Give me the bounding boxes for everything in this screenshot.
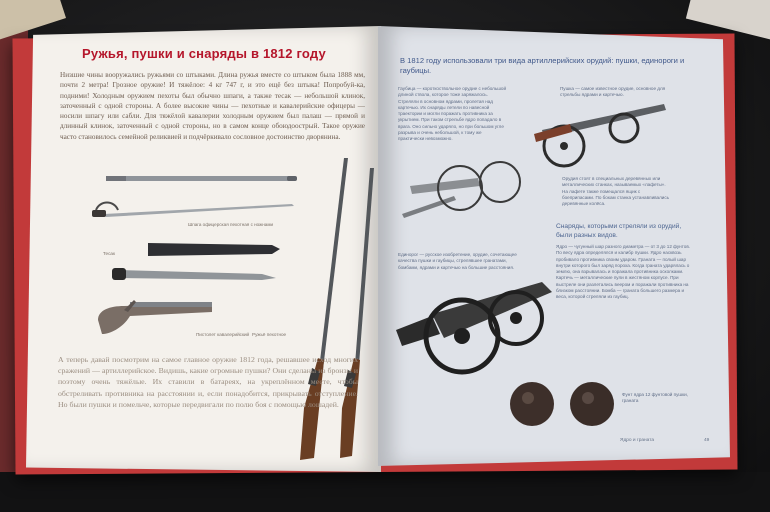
- ammo-caption: Фунт ядра 12 фунтовой пушки, граната: [622, 392, 688, 404]
- tesak-illustration: [112, 240, 287, 282]
- pushka-text: Пушка — самое известное орудие, основное для стрельбы ядрами и картечью.: [560, 86, 666, 98]
- pistol-caption: Пистолет кавалерийский: [196, 332, 250, 337]
- left-bottom-text: А теперь давай посмотрим на самое главное оружие 1812 года, решавшее исход многих сражений — артиллерийское. Видишь, какие огромные пушки? Они сделаны из бронзы и поэтому очень тяжёлые. Их ставили в батареях, на укреплённом месте, чтобы обстреливать противника на расстоянии и, если понадобится, прикрывать отступление. Но были пушки и помельче, которые передвигали по полю боя с помощью лошадей.: [58, 355, 358, 409]
- pistol-illustration: [94, 290, 214, 338]
- rifle-illustration: [292, 158, 377, 463]
- gaubitsa-text: Гаубица — короткоствольное орудие с небольшой длиной ствола, которое тоже заряжалось. Стреляли в основном ядрами, пролетая над картечью. Их снаряды летели по навесной траектории и могли поражать противника за укрытием. При таком стрельбе ядро попадало в врага. Оно сильно ударяло, но при большом угле разрыва и очень небольшой, к тому же практически невозможно.: [398, 86, 507, 142]
- rifle-caption: Ружьё пехотное: [252, 332, 287, 337]
- cannonball-illustration: [508, 376, 618, 428]
- tesak-caption: Тесак: [103, 251, 115, 256]
- sword-caption: Шпага офицерская пехотная с ножнами: [188, 222, 274, 227]
- shells-heading: Снаряды, которыми стреляли из орудий, были разных видов.: [556, 223, 682, 239]
- left-body-text: Низшие чины вооружались ружьями со штыками. Длина ружья вместе со штыком была 1888 мм, почти 2 метра! Грозное оружие! И тяжёлое: 4 кг 747 г, и это ещё без штыка! Попробуй-ка, подними! Холодным оружием пехоты был обычно шпаги, а также тесак — небольшой клинок, заточенный с одной стороны. А более высокие чины — пехотные и кавалерийские офицеры — носили шпагу или сабли. Для тяжёлой кавалерии холодным оружием был палаш — прямой и длинный клинок, заточенный с одной стороны, но в самом конце обоюдоострый. Такое оружие часто становилось семейной реликвией и подчёркивало сословное достоинство дворянина.: [60, 71, 365, 141]
- table-edge: [0, 472, 770, 512]
- big-cannon-illustration: [392, 274, 557, 384]
- page-title: Ружья, пушки и снаряды в 1812 году: [82, 46, 326, 61]
- cannon-sketch-illustration: [398, 156, 523, 226]
- page-footer-label: Ядро и граната: [620, 438, 655, 443]
- sword-illustration: [92, 170, 307, 228]
- cannon-illustration: [524, 104, 669, 172]
- right-heading: В 1812 году использовали три вида артиллерийских орудий: пушки, единороги и гаубицы.: [400, 56, 685, 75]
- page-number: 49: [704, 438, 710, 443]
- lafet-text: Орудия стоят в специальных деревянных или металлических станках, называемых «лафеты». На лафете также помещался ящик с боеприпасами. По бокам станка устанавливались деревянные колёса.: [562, 176, 670, 207]
- shells-text: Ядро — чугунный шар разного диаметра — от 3 до 12 фунтов. По весу ядра определялся и калибр пушки. Ядро насквозь пробивало противника своим ударом. Граната — полый шар внутри которого был заряд пороха. Когда граната ударялась о землю, она взрывалась и поражала противника осколками. Картечь — металлические пули в жестяном корпусе. При выстреле они разлетались веером и поражали противника на близком расстоянии. Бомба — граната большего размера и веса, которой стреляли из гаубиц.: [556, 244, 691, 300]
- edinorog-text: Единорог — русское изобретение, орудие, сочетающее качества пушки и гаубицы, стрелявшее гранатами, бомбами, ядрами и картечью на большие расстояния.: [398, 252, 517, 270]
